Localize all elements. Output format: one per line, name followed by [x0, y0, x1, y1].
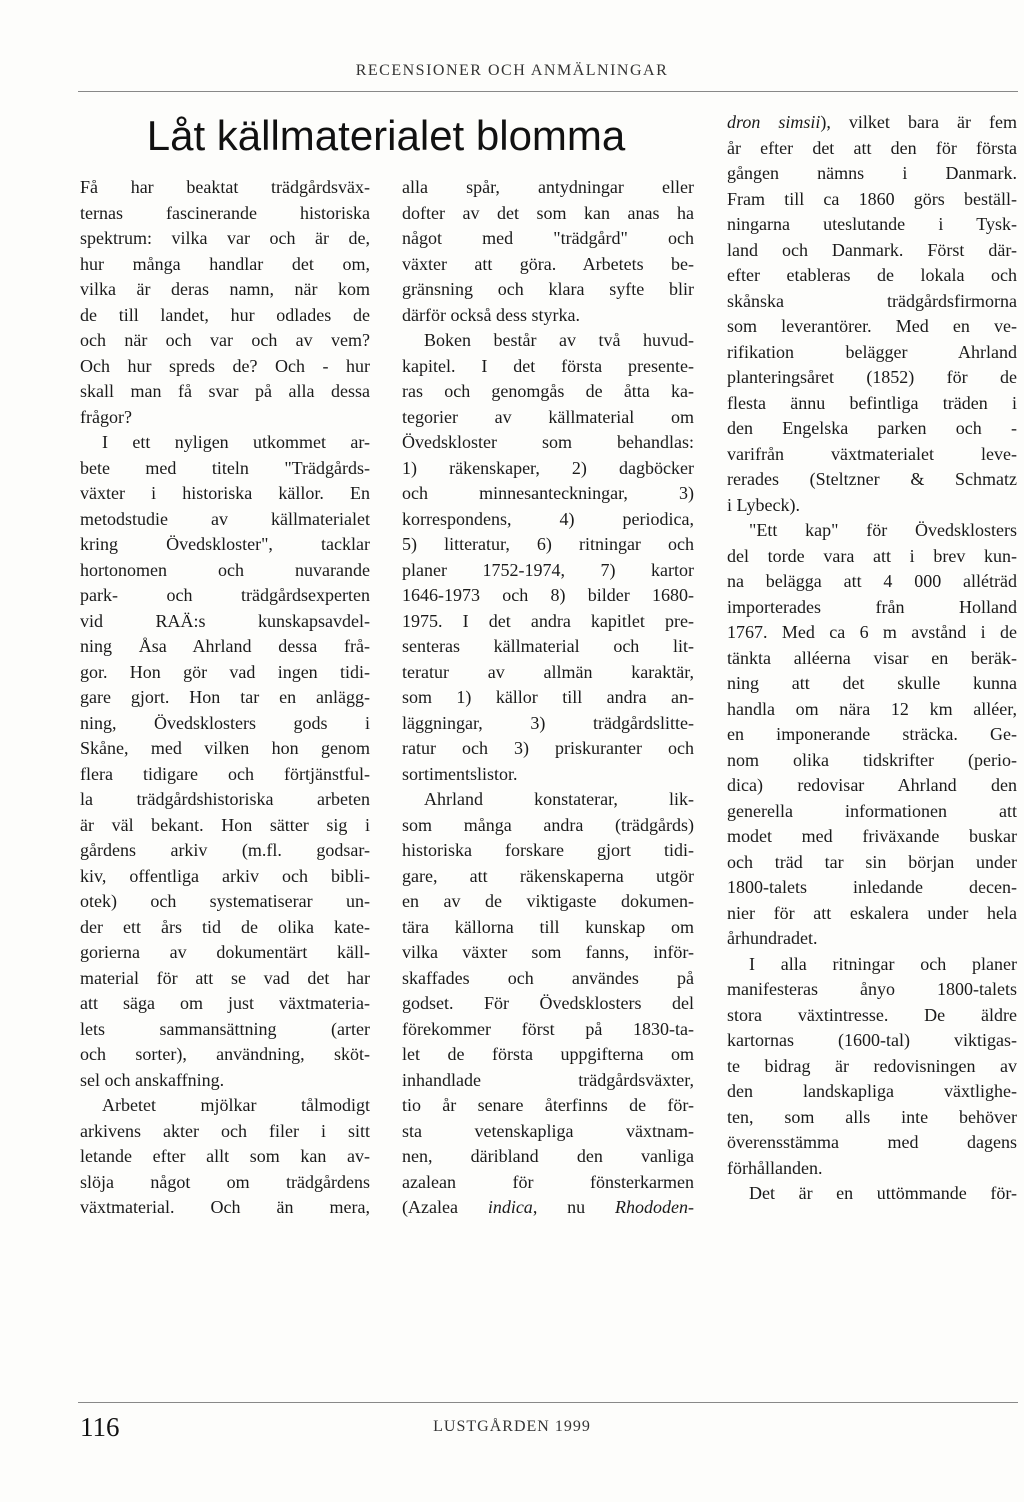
text-line: gare, att räkenskaperna utgör [402, 865, 694, 886]
text-line: ning att det skulle kunna [727, 673, 1017, 693]
text-line: modet med friväxande buskar [727, 826, 1017, 846]
text-line: förekommer först på 1830-ta- [402, 1018, 694, 1039]
text-line: ras och genomgås de åtta ka- [402, 381, 694, 401]
text-line: något med "trädgård" och [402, 228, 694, 248]
page-number: 116 [80, 1412, 120, 1442]
text-line: metodstudie av källmaterialet [80, 508, 370, 529]
text-line: let de första uppgifterna om [402, 1044, 694, 1064]
text-line: skånska trädgårdsfirmorna [727, 290, 1017, 311]
text-line: del torde vara att i brev kun- [727, 545, 1017, 566]
text-line: Boken består av två huvud- [424, 330, 694, 350]
text-line: ternas fascinerande historiska [80, 202, 370, 223]
text-line: kiv, offentliga arkiv och bibli- [80, 865, 370, 886]
text-line: godset. För Övedsklosters del [402, 993, 694, 1013]
text-line: planer 1752-1974, 7) kartor [402, 559, 694, 580]
text-line: korrespondens, 4) periodica, [402, 508, 694, 529]
text-line: därför också dess styrka. [402, 304, 580, 325]
italic-text: indica [487, 1197, 533, 1217]
text-line: gränsning och klara syfte blir [402, 279, 694, 299]
text-line: som 1) källor till andra an- [402, 687, 694, 707]
text-line: och när och var och av vem? [80, 330, 370, 350]
text-line: och träd tar sin början under [727, 851, 1017, 872]
text-line: bete med titeln "Trädgårds- [80, 457, 370, 478]
text-line: Det är en uttömmande för- [749, 1183, 1017, 1203]
text-line: gårdens arkiv (m.fl. godsar- [80, 840, 370, 860]
text-line: en av de viktigaste dokumen- [402, 891, 694, 911]
text-line: Övedskloster som behandlas: [402, 432, 694, 452]
text-line: århundradet. [727, 928, 818, 948]
text-line: spektrum: vilka var och är de, [80, 228, 370, 248]
text-column-1 [80, 175, 370, 1221]
text-line: I alla ritningar och planer [749, 953, 1017, 974]
text-line: gången nämns i Danmark. [727, 163, 1017, 183]
text-line: överensstämma med dagens [727, 1132, 1017, 1152]
text-line: dica) redovisar Ahrland den [727, 775, 1017, 795]
article-title: Låt källmaterialet blomma [146, 112, 626, 159]
text-line: läggningar, 3) trädgårdslitte- [402, 712, 694, 733]
text-line: alla spår, antydningar eller [402, 177, 694, 197]
text-line: kring Övedskloster", tacklar [80, 534, 370, 554]
text-line: te bidrag är redovisningen av [727, 1055, 1017, 1076]
text-line: inhandlade trädgårdsväxter, [402, 1069, 694, 1090]
text-line: tegorier av källmaterial om [402, 406, 694, 427]
italic-text: Rhododen- [615, 1197, 695, 1217]
text-line: är väl bekant. Hon sätter sig i [80, 814, 370, 835]
text-line: Fram till ca 1860 görs beställ- [727, 188, 1017, 209]
text-line: nen, däribland den vanliga [402, 1146, 694, 1166]
text-line: land och Danmark. Först där- [727, 239, 1017, 260]
text-line: rerades (Steltzner & Schmatz [727, 469, 1017, 489]
text-line: kartornas (1600-tal) viktigas- [727, 1030, 1017, 1050]
text-line: "Ett kap" för Övedsklosters [749, 520, 1017, 540]
text-line: sel och anskaffning. [80, 1069, 225, 1090]
text-line: 5) litteratur, 6) ritningar och [402, 534, 694, 554]
text-line: 1975. I det andra kapitlet pre- [402, 610, 694, 631]
text-line: ning, Övedsklosters gods i [80, 712, 370, 733]
text-line: sortimentslistor. [402, 763, 518, 784]
text-line: na belägga att 4 000 alléträd [727, 571, 1017, 591]
text-line: varifrån växtmaterialet leve- [727, 443, 1017, 464]
text-line: gare gjort. Hon tar en anlägg- [80, 687, 370, 707]
text-run: , nu [532, 1197, 616, 1217]
text-line: Skåne, med vilken hon genom [80, 738, 370, 758]
text-line: senteras källmaterial och lit- [402, 636, 694, 656]
text-line: ratur och 3) priskuranter och [402, 738, 694, 758]
text-line: och sorter), användning, sköt- [80, 1044, 370, 1064]
text-line: arkivens akter och filer i sitt [80, 1120, 370, 1141]
text-column-3 [727, 110, 1017, 1207]
text-line: vid RAÄ:s kunskapsavdel- [80, 610, 370, 631]
text-line: växter i historiska källor. En [80, 483, 370, 503]
text-line: nom olika tidskrifter (perio- [727, 749, 1017, 770]
text-line: tio år senare återfinns de för- [402, 1095, 694, 1115]
text-line: de till landet, hur odlades de [80, 304, 370, 325]
text-line: 1800-talets inledande decen- [727, 877, 1017, 897]
text-line: som många andra (trädgårds) [402, 814, 694, 835]
text-line: teratur av allmän karaktär, [402, 661, 694, 682]
text-line: planteringsåret (1852) för de [727, 367, 1017, 387]
text-line: lets sammansättning (arter [80, 1018, 370, 1039]
text-line: slöja något om trädgårdens [80, 1171, 370, 1192]
text-line: park- och trädgårdsexperten [80, 585, 370, 605]
text-line [402, 1195, 694, 1221]
text-line: azalean för fönsterkarmen [402, 1171, 694, 1192]
text-line: la trädgårdshistoriska arbeten [80, 789, 370, 809]
text-line: den landskapliga växtlighe- [727, 1081, 1017, 1101]
text-line: kapitel. I det första presente- [402, 355, 694, 376]
text-line: den Engelska parken och - [727, 418, 1017, 438]
text-line: 1) räkenskaper, 2) dagböcker [402, 457, 694, 478]
text-line: och minnesanteckningar, 3) [402, 483, 694, 503]
text-line: hortonomen och nuvarande [80, 559, 370, 580]
text-line: ten, som alls inte behöver [727, 1106, 1017, 1127]
text-line: flesta ännu befintliga träden i [727, 392, 1017, 413]
text-line: växtmaterial. Och än mera, [80, 1197, 370, 1217]
text-line: förhållanden. [727, 1157, 823, 1178]
text-line: flera tidigare och förtjänstful- [80, 763, 370, 784]
text-line: som leverantörer. Med en ve- [727, 316, 1017, 336]
text-line [727, 110, 1017, 136]
text-line: ning Åsa Ahrland dessa frå- [80, 636, 370, 656]
text-run: (Azalea [402, 1197, 488, 1217]
text-line: der ett års tid de olika kate- [80, 916, 370, 937]
footer-rule [78, 1402, 1018, 1403]
text-line: Arbetet mjölkar tålmodigt [102, 1095, 370, 1115]
text-line: gor. Hon gör vad ingen tidi- [80, 661, 370, 682]
text-line: skaffades och användes på [402, 967, 694, 988]
text-line: gorierna av dokumentärt käll- [80, 942, 370, 962]
text-line: vilka är deras namn, när kom [80, 279, 370, 299]
running-header: RECENSIONER OCH ANMÄLNINGAR [355, 62, 669, 79]
text-line: rifikation belägger Ahrland [727, 341, 1017, 362]
text-line: letande efter allt som kan av- [80, 1146, 370, 1166]
journal-footer: LUSTGÅRDEN 1999 [433, 1418, 591, 1435]
italic-text: dron simsii [727, 112, 821, 132]
text-line: Och hur spreds de? Och - hur [80, 355, 370, 376]
text-line: frågor? [80, 406, 132, 427]
text-line: material för att se vad det har [80, 967, 370, 988]
text-line: växter att göra. Arbetets be- [402, 253, 694, 274]
text-line: historiska forskare gjort tidi- [402, 840, 694, 860]
text-column-2 [402, 175, 694, 1221]
header-rule [78, 91, 1018, 92]
text-line: handla om nära 12 km alléer, [727, 698, 1017, 719]
text-run: ), vilket bara är fem [820, 112, 1017, 132]
text-line: Få har beaktat trädgårdsväx- [80, 177, 370, 197]
text-line: vilka växter som fanns, inför- [402, 942, 694, 962]
text-line: importerades från Holland [727, 596, 1017, 617]
text-line: efter etableras de lokala och [727, 265, 1017, 285]
text-line: tära källorna till kunskap om [402, 916, 694, 937]
text-line: 1646-1973 och 8) bilder 1680- [402, 585, 694, 605]
text-line: otek) och systematiserar un- [80, 891, 370, 911]
text-line: tänkta alléerna visar en beräk- [727, 647, 1017, 668]
text-line: I ett nyligen utkommet ar- [102, 432, 370, 452]
text-line: nier för att eskalera under hela [727, 902, 1017, 923]
text-line: i Lybeck). [727, 494, 800, 515]
text-line: en imponerande sträcka. Ge- [727, 724, 1017, 744]
text-line: sta vetenskapliga växtnam- [402, 1120, 694, 1141]
text-line: år efter det att den för första [727, 137, 1017, 158]
text-line: generella informationen att [727, 800, 1017, 821]
text-line: stora växtintresse. De äldre [727, 1004, 1017, 1025]
text-line: hur många handlar det om, [80, 253, 370, 274]
text-line: dofter av det som kan anas ha [402, 202, 694, 223]
text-line: skall man få svar på alla dessa [80, 381, 370, 401]
text-line: manifesteras ånyo 1800-talets [727, 979, 1017, 999]
text-line: Ahrland konstaterar, lik- [424, 789, 694, 809]
text-line: att säga om just växtmateria- [80, 993, 370, 1013]
text-line: 1767. Med ca 6 m avstånd i de [727, 622, 1017, 642]
text-line: ningarna uteslutande i Tysk- [727, 214, 1017, 234]
